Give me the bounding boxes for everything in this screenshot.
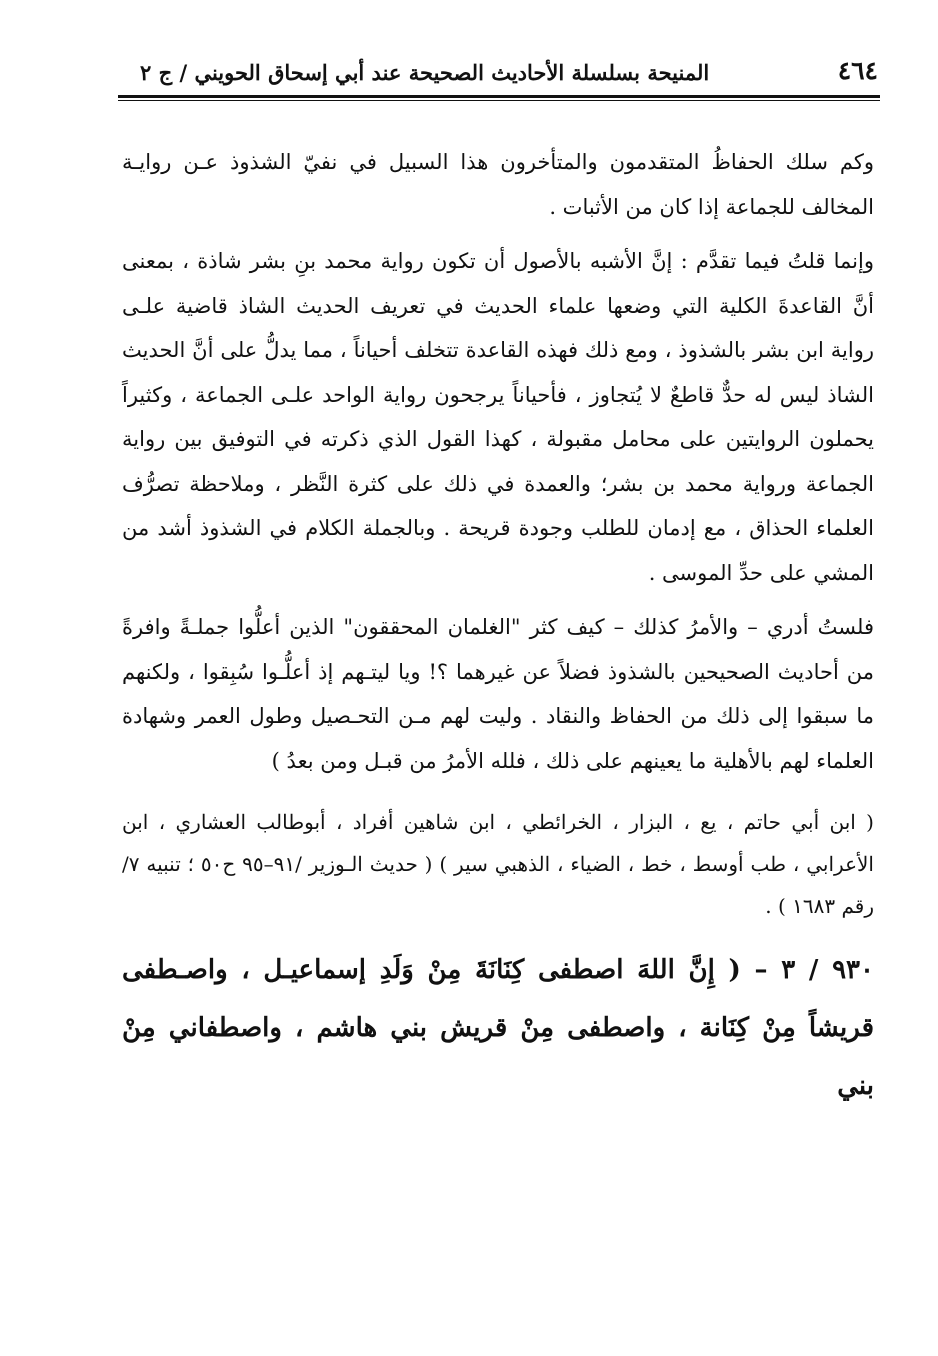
page-header xyxy=(118,52,878,96)
paragraph-criticism: فلستُ أدري – والأمرُ كذلك – كيف كثر "الغلمان المحققون" الذين أعلُّوا جملـةً وافرةً من أحاديث الصحيحين بالشذوذ فضلاً عن غيرهما ؟! ويا ليتـهم إذ أعلُّـوا سُبِقوا ، ولكنهم ما سبقوا إلى ذلك من الحفاظ والنقاد . وليت لهم مـن التحـصيل وطول العمر وشهادة العلماء لهم بالأهلية ما يعينهم على ذلك ، فلله الأمرُ من قبـل ومن بعدُ ) xyxy=(122,615,874,773)
paragraph-rule-discussion: وإنما قلتُ فيما تقدَّم : إنَّ الأشبه بالأصول أن تكون رواية محمد بنِ بشر شاذة ، بمعنى أنَّ القاعدةَ الكلية التي وضعها علماء الحديث في تعريف الحديث الشاذ قاضية علـى رواية ابن بشر بالشذوذ ، ومع ذلك فهذه القاعدة تتخلف أحياناً ، مما يدلُّ على أنَّ الحديث الشاذ ليس له حدٌّ قاطعٌ لا يُتجاوز ، فأحياناً يرجحون رواية الواحد علـى الجماعة ، وكثيراً يحملون الروايتين على محامل مقبولة ، كهذا القول الذي ذكرته في التوفيق بين رواية الجماعة ورواية محمد بن بشر؛ والعمدة في ذلك على كثرة النَّظر ، وملاحظة تصرُّف العلماء الحذاق ، مع إدمان للطلب وجودة قريحة . وبالجملة الكلام في الشذوذ أشد من المشي على حدِّ الموسى . xyxy=(122,249,874,585)
hadith-text: ٩٣٠ / ٣ – ( إِنَّ اللهَ اصطفى كِنَانَةَ مِنْ وَلَدِ إسماعيـل ، واصـطفى قريشاً مِنْ كِنَانة ، واصطفى مِنْ قريش بني هاشم ، واصطفاني مِنْ بني xyxy=(122,955,874,1101)
body-text xyxy=(122,140,874,1115)
page-number: ٤٦٤ xyxy=(837,56,878,85)
paragraph-shudhudh-intro: وكم سلك الحفاظُ المتقدمون والمتأخرون هذا السبيل في نفيّ الشذوذ عـن روايـة المخالف للجماعة إذا كان من الأثبات . xyxy=(122,150,874,219)
header-rule xyxy=(118,95,880,98)
running-title: المنيحة بسلسلة الأحاديث الصحيحة عند أبي إسحاق الحويني / ج ٢ xyxy=(140,60,710,85)
header-rule-thin xyxy=(118,100,880,101)
paragraph-references: ( ابن أبي حاتم ، يع ، البزار ، الخرائطي ، ابن شاهين أفراد ، أبوطالب العشاري ، ابن الأعرابي ، طب أوسط ، خط ، الضياء ، الذهبي سير ) ( حديث الـوزير /٩١–٩٥ ح٥٠ ؛ تنبيه ٧/ رقم ١٦٨٣ ) . xyxy=(122,810,874,918)
